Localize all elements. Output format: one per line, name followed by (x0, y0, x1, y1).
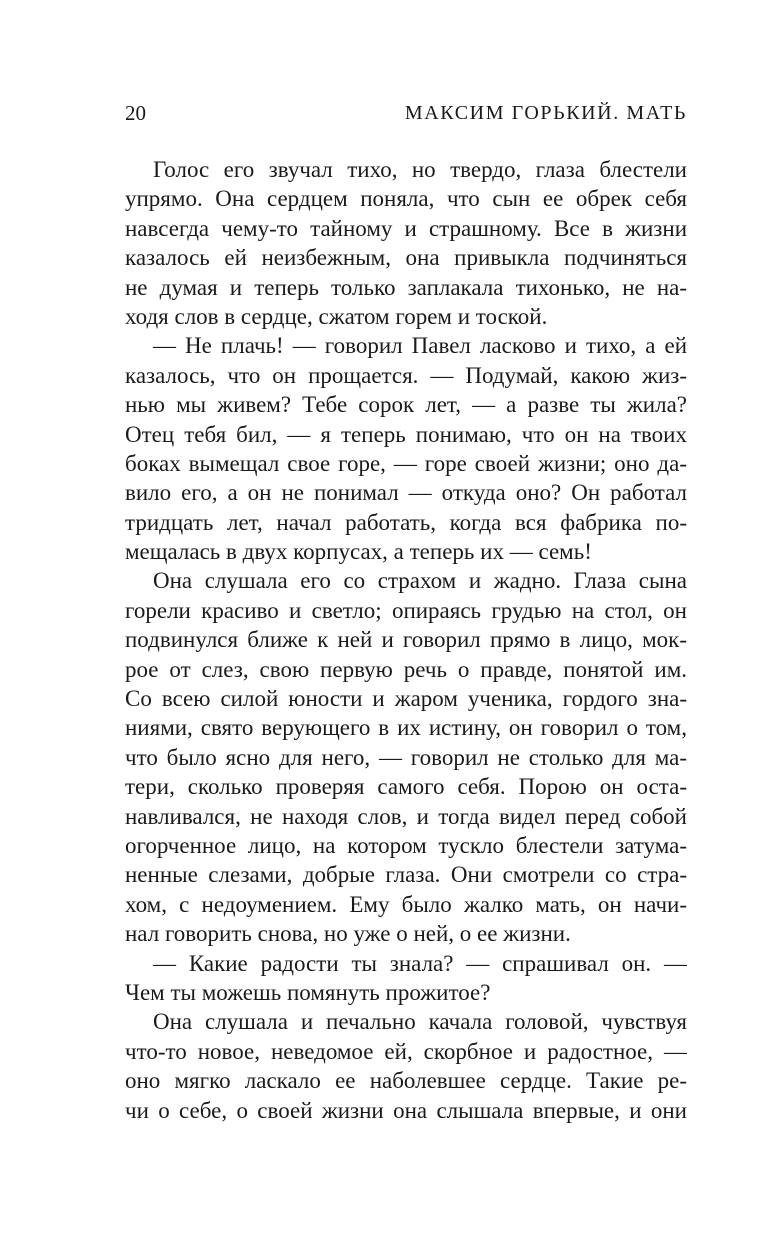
page-header (125, 98, 687, 128)
text-line: что было ясно для него, — говорил не столько для ма- (125, 744, 687, 770)
text-line: мещалась в двух корпусах, а теперь их — семь! (125, 539, 592, 565)
text-line: ненные слезами, добрые глаза. Они смотрели со стра- (125, 862, 687, 888)
text-line: навливался, не находя слов, и тогда видел перед собой (125, 803, 687, 829)
text-line: ниями, свято верующего в их истину, он говорил о том, (125, 715, 687, 741)
text-line: подвинулся ближе к ней и говорил прямо в лицо, мок- (125, 627, 687, 653)
text-line: навсегда чему-то тайному и страшному. Все в жизни (125, 215, 687, 241)
text-line: Голос его звучал тихо, но твердо, глаза блестели (153, 157, 687, 182)
text-line: — Какие радости ты знала? — спрашивал он. — (153, 950, 687, 976)
text-line: — Не плачь! — говорил Павел ласково и тихо, а ей (153, 333, 687, 359)
text-line: огорченное лицо, на котором тускло блестели затума- (125, 832, 687, 858)
text-line: Отец тебя бил, — я теперь понимаю, что он на твоих (125, 421, 687, 447)
text-line: Она слушала и печально качала головой, чувствуя (153, 1009, 687, 1035)
text-line: Она слушала его со страхом и жадно. Глаза сына (153, 568, 687, 594)
text-line: горели красиво и светло; опираясь грудью на стол, он (125, 597, 687, 623)
text-line: упрямо. Она сердцем поняла, что сын ее обрек себя (125, 186, 687, 212)
text-line: боках вымещал свое горе, — горе своей жизни; оно да- (125, 450, 687, 476)
running-title: МАКСИМ ГОРЬКИЙ. МАТЬ (404, 102, 687, 124)
text-line: тридцать лет, начал работать, когда вся фабрика по- (125, 509, 687, 535)
text-line: казалось ей неизбежным, она привыкла подчиняться (125, 245, 687, 271)
text-line: Со всею силой юности и жаром ученика, гордого зна- (125, 686, 687, 712)
text-line: Чем ты можешь помянуть прожитое? (125, 979, 491, 1005)
body-text (125, 155, 687, 1125)
text-line: не думая и теперь только заплакала тихонько, не на- (125, 274, 687, 300)
text-line: рое от слез, свою первую речь о правде, понятой им. (125, 656, 687, 682)
page-number: 20 (125, 101, 146, 125)
text-line: чи о себе, о своей жизни она слышала впервые, и они (125, 1097, 687, 1123)
text-line: что-то новое, неведомое ей, скорбное и радостное, — (125, 1038, 687, 1064)
text-line: оно мягко ласкало ее наболевшее сердце. Такие ре- (125, 1068, 687, 1094)
text-line: нал говорить снова, но уже о ней, о ее жизни. (125, 921, 571, 947)
text-line: нью мы живем? Тебе сорок лет, — а разве ты жила? (125, 392, 687, 418)
text-line: вило его, а он не понимал — откуда оно? Он работал (125, 480, 687, 506)
text-line: хом, с недоумением. Ему было жалко мать, он начи- (125, 891, 687, 917)
text-line: ходя слов в сердце, сжатом горем и тоской. (125, 303, 548, 329)
text-line: казалось, что он прощается. — Подумай, какою жиз- (125, 362, 687, 388)
text-line: тери, сколько проверяя самого себя. Порою он оста- (125, 774, 687, 800)
